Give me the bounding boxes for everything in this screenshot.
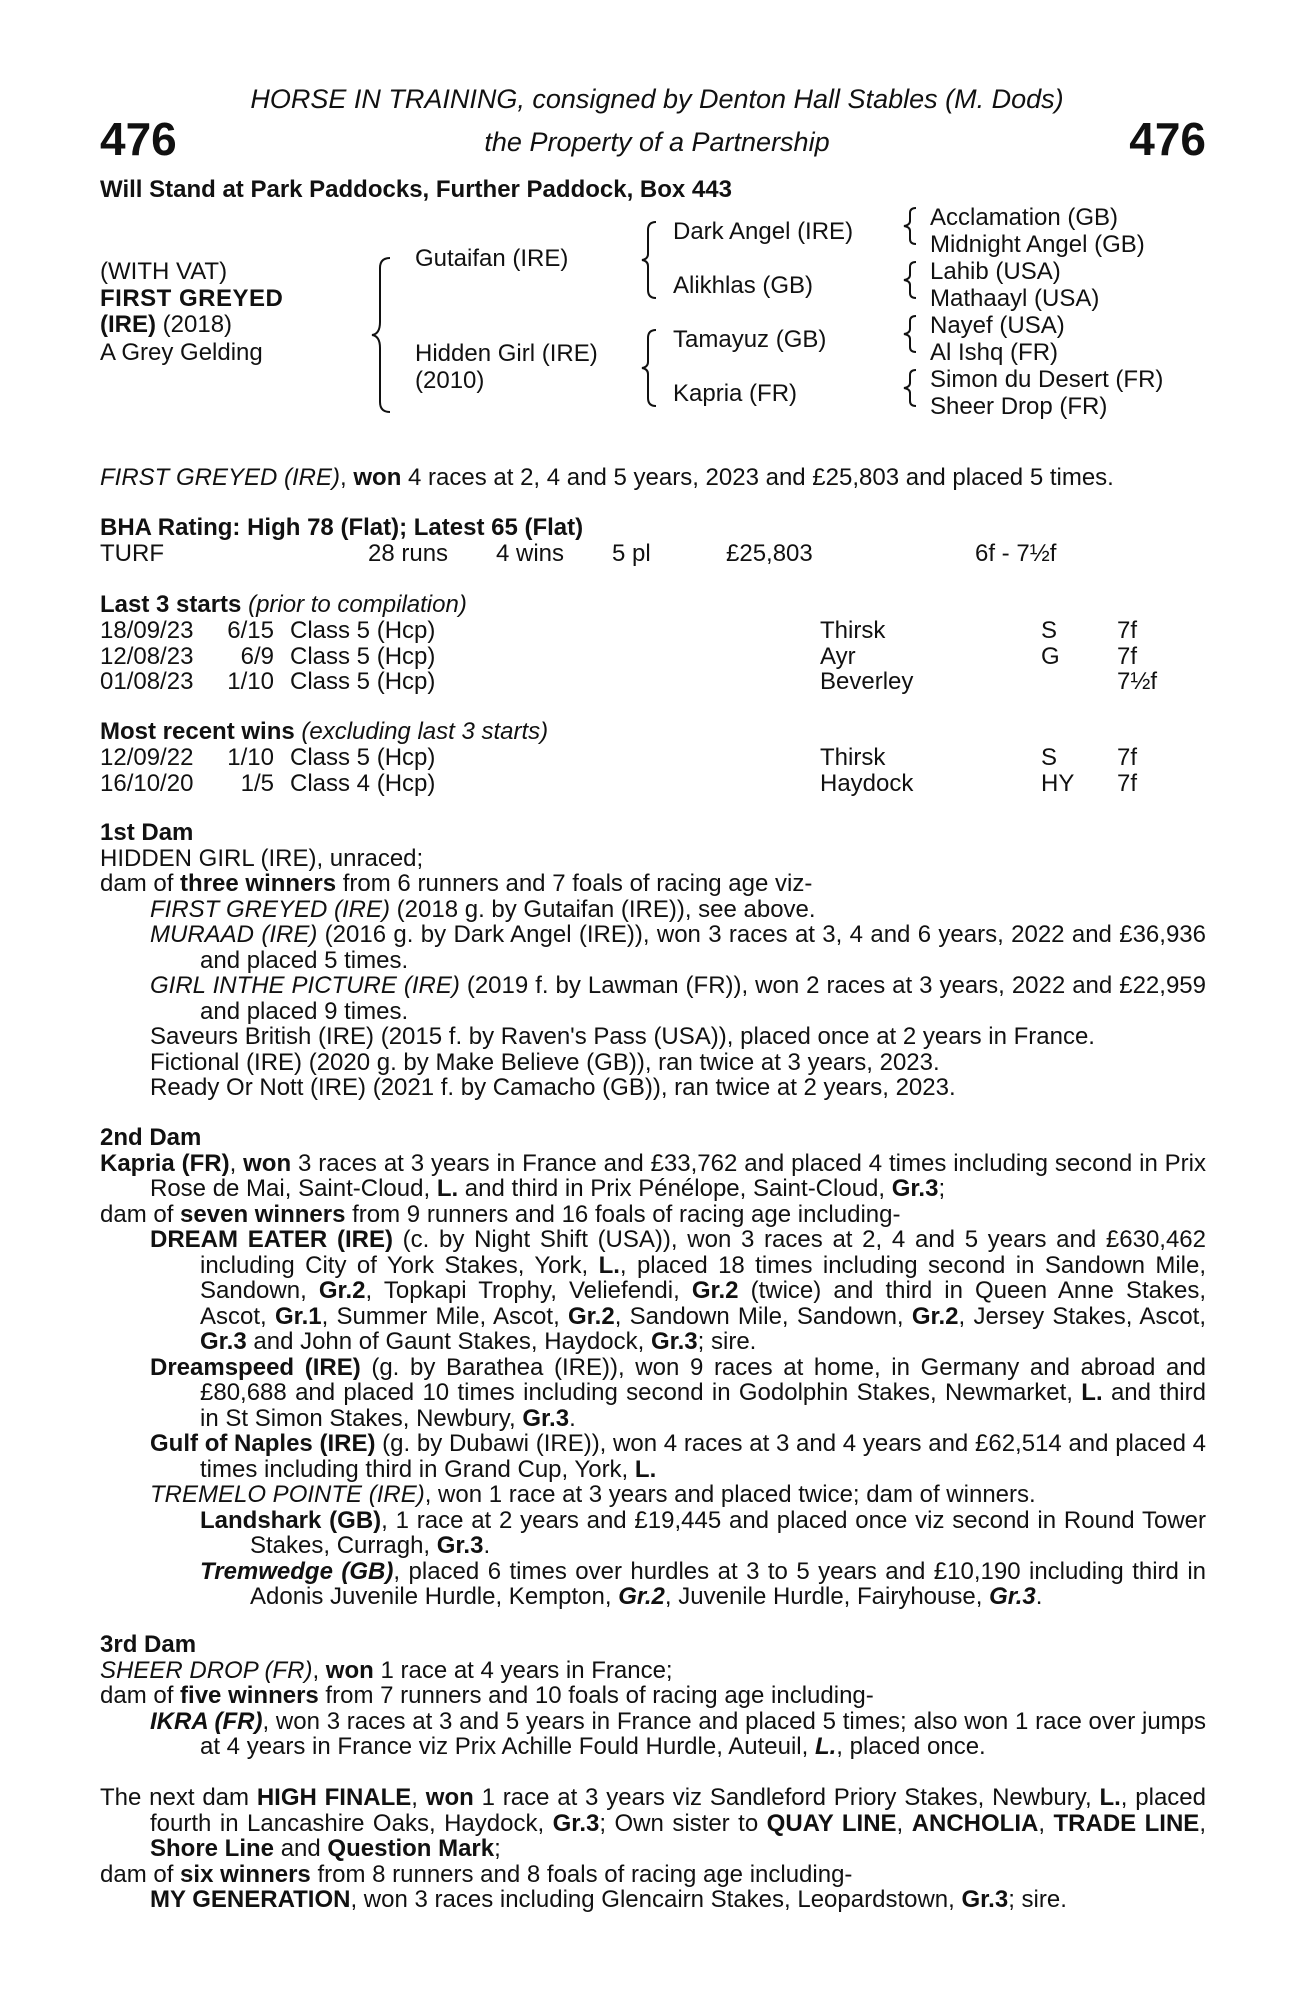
ancestor-6: Al Ishq (FR) — [930, 339, 1059, 366]
list-item: Tremwedge (GB), placed 6 times over hurdles at 3 to 5 years and £10,190 including third in Adonis Juvenile Hurdle, Kempton, Gr.2, Juvenile Hurdle, Fairyhouse, Gr.3. — [200, 1557, 1207, 1610]
ancestor-1: Acclamation (GB) — [930, 204, 1119, 231]
table-row: 12/08/23 — [100, 642, 194, 670]
lot-number-right: 476 — [1129, 113, 1206, 165]
last3-title: Last 3 starts — [100, 591, 242, 618]
property-line: the Property of a Partnership — [484, 127, 830, 157]
horse-name-country-year — [100, 312, 232, 338]
summary-horse: FIRST GREYED (IRE) — [100, 464, 341, 491]
list-item: DREAM EATER (IRE) (c. by Night Shift (USA)), won 3 races at 2, 4 and 5 years and £630,462 including City of York Stakes, York, L., placed 18 times including second in Sandown Mile, Sandown, Gr.2, Topkapi Trophy, Veliefendi, Gr.2 (twice) and third in Queen Anne Stakes, Ascot, Gr.1, Summer Mile, Ascot, Gr.2, Sandown Mile, Sandown, Gr.2, Jersey Stakes, Ascot, Gr.3 and John of Gaunt Stakes, Haydock, Gr.3; sire. — [150, 1226, 1207, 1355]
list-item: Gulf of Naples (IRE) (g. by Dubawi (IRE)), won 4 races at 3 and 4 years and £62,514 and placed 4 times including third in Grand Cup, York, L. — [150, 1430, 1206, 1483]
ancestor-5: Nayef (USA) — [930, 312, 1065, 339]
start-distance: 7f — [1117, 642, 1138, 670]
table-row: 01/08/23 — [100, 668, 194, 695]
win-position: 1/5 — [240, 769, 274, 797]
race-summary — [100, 465, 1114, 491]
ancestor-2: Midnight Angel (GB) — [930, 231, 1145, 258]
start-going: G — [1041, 642, 1060, 670]
win-class: Class 4 (Hcp) — [290, 769, 436, 797]
first-dam-section — [100, 820, 1206, 1101]
list-item: Saveurs British (IRE) (2015 f. by Raven's Pass (USA)), placed once at 2 years in France. — [150, 1023, 1095, 1050]
horse-country: (IRE) — [100, 311, 156, 338]
record-runs: 28 runs — [368, 540, 449, 567]
table-row: 18/09/23 — [100, 617, 194, 644]
list-item: MURAAD (IRE) (2016 g. by Dark Angel (IRE)), won 3 races at 3, 4 and 6 years, 2022 and £36,936 and placed 5 times. — [150, 921, 1206, 974]
list-item: IKRA (FR), won 3 races at 3 and 5 years in France and placed 5 times; also won 1 race over jumps at 4 years in France viz Prix Achille Fould Hurdle, Auteuil, L., placed once. — [150, 1707, 1207, 1760]
first-dam-produce: dam of three winners from 6 runners and 7 foals of racing age viz- — [100, 870, 813, 897]
win-position: 1/10 — [227, 744, 274, 771]
start-class: Class 5 (Hcp) — [290, 617, 436, 644]
summary-won: won — [353, 464, 402, 491]
win-going: HY — [1041, 769, 1075, 797]
pedigree-brace-g2 — [902, 260, 922, 300]
recent-title: Most recent wins — [100, 718, 295, 745]
start-position: 6/15 — [227, 617, 274, 644]
list-item: Fictional (IRE) (2020 g. by Make Believe (GB)), ran twice at 3 years, 2023. — [150, 1048, 940, 1076]
dam-year: (2010) — [415, 367, 485, 394]
list-item: TREMELO POINTE (IRE), won 1 race at 3 years and placed twice; dam of winners. — [150, 1481, 1036, 1508]
dam: Hidden Girl (IRE) — [415, 340, 598, 367]
bha-rating: BHA Rating: High 78 (Flat); Latest 65 (Flat) — [100, 514, 584, 541]
ancestor-4: Mathaayl (USA) — [930, 285, 1100, 312]
pedigree-brace-g4 — [902, 368, 922, 408]
horse-year: (2018) — [156, 311, 233, 338]
ancestor-7: Simon du Desert (FR) — [930, 366, 1164, 393]
third-dam-section — [100, 1632, 1206, 1760]
start-course: Beverley — [820, 668, 914, 695]
start-class: Class 5 (Hcp) — [290, 668, 436, 695]
start-distance: 7½f — [1117, 668, 1158, 695]
recent-note: (excluding last 3 starts) — [294, 718, 549, 745]
last3-note: (prior to compilation) — [241, 591, 467, 618]
next-dam-section — [100, 1785, 1206, 1913]
second-dam-record: Kapria (FR), won 3 races at 3 years in France and £33,762 and placed 4 times including second in Prix Rose de Mai, Saint-Cloud, L. and third in Prix Pénélope, Saint-Cloud, Gr.3; — [100, 1149, 1207, 1202]
record-earnings: £25,803 — [726, 540, 813, 567]
first-dam-title: 1st Dam — [100, 819, 194, 846]
start-distance: 7f — [1117, 617, 1138, 644]
list-item: Landshark (GB), 1 race at 2 years and £19,445 and placed once viz second in Round Tower Stakes, Curragh, Gr.3. — [200, 1506, 1206, 1559]
first-dam-line: HIDDEN GIRL (IRE), unraced; — [100, 844, 424, 872]
pedigree-brace-dam — [640, 328, 662, 408]
start-position: 1/10 — [227, 668, 274, 695]
list-item: GIRL INTHE PICTURE (IRE) (2019 f. by Lawman (FR)), won 2 races at 3 years, 2022 and £22,959 and placed 9 times. — [150, 972, 1206, 1025]
third-dam-title: 3rd Dam — [100, 1631, 197, 1658]
ancestor-3: Lahib (USA) — [930, 258, 1061, 285]
consignor-line: HORSE IN TRAINING, consigned by Denton Hall Stables (M. Dods) — [250, 84, 1064, 114]
win-course: Thirsk — [820, 744, 886, 771]
sires-dam: Alikhlas (GB) — [673, 272, 814, 299]
second-dam-section — [100, 1125, 1206, 1227]
ancestor-8: Sheer Drop (FR) — [930, 393, 1108, 420]
start-class: Class 5 (Hcp) — [290, 642, 436, 670]
start-course: Ayr — [820, 642, 856, 670]
second-dam-produce: dam of seven winners from 9 runners and 16 foals of racing age including- — [100, 1200, 901, 1228]
win-distance: 7f — [1117, 769, 1138, 797]
second-dam-foals — [150, 1227, 1206, 1610]
last3-heading — [100, 592, 467, 618]
pedigree-brace-g3 — [902, 314, 922, 354]
pedigree-brace-main — [370, 256, 400, 414]
table-row: 16/10/20 — [100, 769, 194, 797]
record-distance: 6f - 7½f — [975, 540, 1057, 567]
lot-number-left: 476 — [100, 113, 177, 165]
win-class: Class 5 (Hcp) — [290, 744, 436, 771]
sire: Gutaifan (IRE) — [415, 245, 569, 272]
win-distance: 7f — [1117, 744, 1138, 771]
stand-location: Will Stand at Park Paddocks, Further Paddock, Box 443 — [100, 176, 732, 203]
summary-rest: 4 races at 2, 4 and 5 years, 2023 and £25,803 and placed 5 times. — [401, 464, 1114, 491]
next-dam-produce: dam of six winners from 8 runners and 8 foals of racing age including- — [100, 1860, 853, 1888]
start-going: S — [1041, 617, 1058, 644]
list-item: Ready Or Nott (IRE) (2021 f. by Camacho (GB)), ran twice at 2 years, 2023. — [150, 1074, 956, 1101]
list-item: FIRST GREYED (IRE) (2018 g. by Gutaifan (IRE)), see above. — [150, 895, 816, 923]
record-wins: 4 wins — [496, 540, 565, 567]
vat-status: (WITH VAT) — [100, 258, 228, 285]
third-dam-record: SHEER DROP (FR), won 1 race at 4 years in France; — [100, 1656, 673, 1684]
pedigree-brace-sire — [640, 220, 662, 300]
second-dam-title: 2nd Dam — [100, 1124, 202, 1151]
horse-name: FIRST GREYED — [100, 285, 284, 312]
sires-sire: Dark Angel (IRE) — [673, 218, 854, 245]
summary-sep: , — [340, 464, 354, 491]
recent-wins-heading — [100, 719, 548, 745]
start-course: Thirsk — [820, 617, 886, 644]
dams-sire: Tamayuz (GB) — [673, 326, 827, 353]
next-dam-record: The next dam HIGH FINALE, won 1 race at 3 years viz Sandleford Priory Stakes, Newbury, L., placed fourth in Lancashire Oaks, Haydock, Gr.3; Own sister to QUAY LINE, ANCHOLIA, TRADE LINE, Shore Line and Question Mark; — [100, 1784, 1206, 1862]
horse-description: A Grey Gelding — [100, 339, 263, 366]
table-row: 12/09/22 — [100, 744, 194, 771]
third-dam-produce: dam of five winners from 7 runners and 10 foals of racing age including- — [100, 1682, 874, 1709]
start-position: 6/9 — [240, 642, 274, 670]
dams-dam: Kapria (FR) — [673, 380, 798, 407]
list-item: Dreamspeed (IRE) (g. by Barathea (IRE)), won 9 races at home, in Germany and abroad and £80,688 and placed 10 times including second in Godolphin Stakes, Newmarket, L. and third in St Simon Stakes, Newbury, Gr.3. — [150, 1353, 1206, 1432]
win-course: Haydock — [820, 769, 914, 797]
win-going: S — [1041, 744, 1058, 771]
list-item: MY GENERATION, won 3 races including Glencairn Stakes, Leopardstown, Gr.3; sire. — [150, 1886, 1067, 1913]
pedigree-brace-g1 — [902, 206, 922, 246]
record-placed: 5 pl — [612, 540, 651, 567]
record-surface: TURF — [100, 540, 164, 567]
